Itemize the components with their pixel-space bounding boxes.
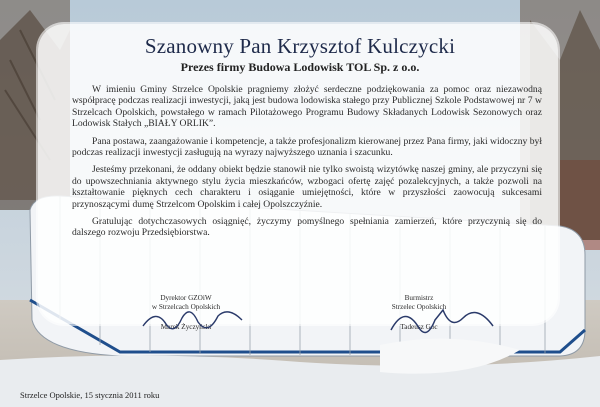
letter-title: Szanowny Pan Krzysztof Kulczycki: [144, 34, 456, 58]
paragraph-2: Pana postawa, zaangażowanie i kompetencje, a także profesjonalizm kierowanej przez Pana firmy, jaki widoczny był podczas realizacji inwestycji zasługują na wyrazy najwyższego uznania i szacunku.: [72, 135, 542, 159]
signature-right-place: Strzelec Opolskich: [391, 302, 447, 311]
paragraph-3: Jesteśmy przekonani, że oddany obiekt będzie stanowił nie tylko swoistą wizytówkę naszej gminy, ale przyczyni się do upowszechniania aktywnego stylu życia mieszkańców, wzbogaci ofertę zajęć pozalekcyjnych, a także pozwoli na kształtowanie pięknych cech charakteru i osiąganie umiejętności, które w przyszłości zaowocują sukcesami przynoszącymi dumę Strzelcom Opolskim i całej Opolszczyźnie.: [72, 164, 542, 210]
signature-left-role: Dyrektor GZOiW: [160, 294, 212, 302]
paragraph-4: Gratulując dotychczasowych osiągnięć, życzymy pomyślnego spełniania zamierzeń, które przyczynią się do dalszego rozwoju Przedsiębiorstwa.: [72, 216, 542, 239]
signature-left-name: Marek Życzyński: [160, 323, 212, 332]
signature-right-name: Tadeusz Goc: [400, 323, 438, 332]
date-footer: Strzelce Opolskie, 15 stycznia 2011 roku: [20, 390, 160, 400]
handwritten-signature-left: [138, 300, 248, 340]
handwritten-signature-right: [385, 300, 500, 342]
letter-subtitle: Prezes firmy Budowa Lodowisk TOL Sp. z o.o.: [180, 60, 420, 74]
paragraph-1: W imieniu Gminy Strzelce Opolskie pragniemy złożyć serdeczne podziękowania za pomoc oraz niezawodną współpracę podczas realizacji inwestycji, jaką jest budowa lodowiska stałego przy Publicznej Szkole Podstawowej nr 7 w Strzelcach Opolskich, powstałego w ramach Pilotażowego Programu Budowy Składanych Lodowisk Sezonowych oraz Lodowisk Stałych „BIAŁY ORLIK”.: [72, 84, 542, 130]
letter-body: [72, 84, 542, 245]
signature-right-role: Burmistrz: [404, 294, 434, 302]
signature-left-place: w Strzelcach Opolskich: [151, 302, 221, 311]
